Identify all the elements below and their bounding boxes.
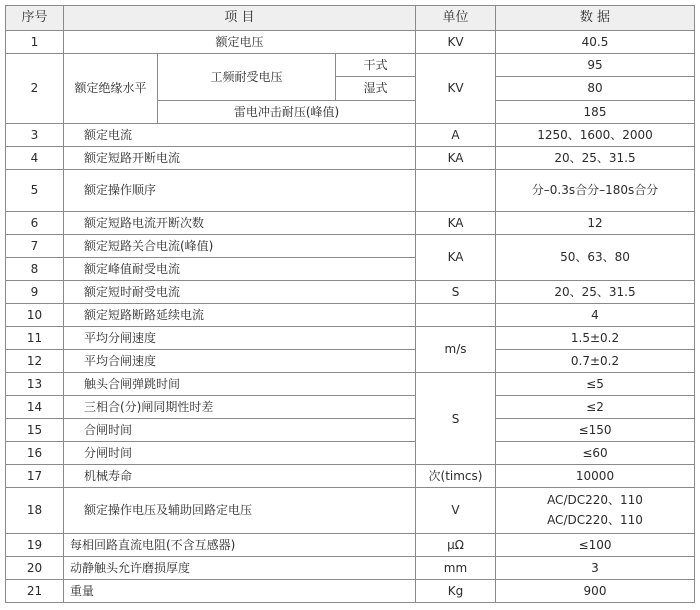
row-no: 12 [6, 349, 64, 372]
row-value: ≤100 [496, 533, 695, 556]
row-value: 0.7±0.2 [496, 349, 695, 372]
row-item: 额定短路开断电流 [64, 146, 416, 169]
row-value: ≤5 [496, 373, 695, 396]
row-no: 2 [6, 54, 64, 123]
table-row [6, 556, 695, 579]
wet-label: 湿式 [336, 77, 416, 100]
wet-value: 80 [496, 77, 695, 100]
row-no: 18 [6, 488, 64, 533]
table-row [6, 419, 695, 442]
row-item: 额定操作顺序 [64, 169, 416, 211]
row-value: 10000 [496, 465, 695, 488]
row-value: 50、63、80 [496, 234, 695, 280]
row-item: 额定短路关合电流(峰值) [64, 234, 416, 257]
row-value: 1250、1600、2000 [496, 123, 695, 146]
insulation-label: 额定绝缘水平 [64, 54, 158, 123]
row-no: 7 [6, 234, 64, 257]
row-item: 额定短路电流开断次数 [64, 211, 416, 234]
row-item: 分闸时间 [64, 442, 416, 465]
row-unit: V [416, 488, 496, 533]
row-no: 9 [6, 280, 64, 303]
table-row [6, 234, 695, 257]
row-unit [416, 169, 496, 211]
row-unit: m/s [416, 326, 496, 372]
row-item: 额定峰值耐受电流 [64, 257, 416, 280]
row-item: 额定电压 [64, 31, 416, 54]
table-row [6, 54, 695, 77]
table-row [6, 326, 695, 349]
row-item: 平均合闸速度 [64, 349, 416, 372]
header-item: 项 目 [64, 6, 416, 31]
row-no: 5 [6, 169, 64, 211]
table-header-row [6, 6, 695, 31]
row-value: 3 [496, 556, 695, 579]
row-no: 3 [6, 123, 64, 146]
row-item: 动静触头允许磨损厚度 [64, 556, 416, 579]
row-item: 合闸时间 [64, 419, 416, 442]
row-no: 21 [6, 579, 64, 602]
row-unit: Kg [416, 579, 496, 602]
row-no: 10 [6, 303, 64, 326]
row-item: 额定短路断路延续电流 [64, 303, 416, 326]
row-item: 额定电流 [64, 123, 416, 146]
voltage-value-a: AC/DC220、110 [547, 493, 643, 508]
row-unit: KA [416, 211, 496, 234]
row-no: 19 [6, 533, 64, 556]
spec-table [5, 5, 695, 603]
row-unit: KA [416, 234, 496, 280]
row-value: 12 [496, 211, 695, 234]
row-no: 6 [6, 211, 64, 234]
row-item: 平均分闸速度 [64, 326, 416, 349]
row-unit: KA [416, 146, 496, 169]
row-unit: KV [416, 54, 496, 123]
table-row [6, 211, 695, 234]
row-value: 20、25、31.5 [496, 280, 695, 303]
table-row [6, 146, 695, 169]
row-value: 1.5±0.2 [496, 326, 695, 349]
header-seq: 序号 [6, 6, 64, 31]
row-unit: S [416, 373, 496, 465]
row-unit: S [416, 280, 496, 303]
row-item: 触头合闸弹跳时间 [64, 373, 416, 396]
row-value: 900 [496, 579, 695, 602]
row-value [496, 488, 695, 533]
row-value: 20、25、31.5 [496, 146, 695, 169]
row-value: ≤150 [496, 419, 695, 442]
table-row [6, 533, 695, 556]
row-item: 重量 [64, 579, 416, 602]
row-value: 40.5 [496, 31, 695, 54]
row-value: 分–0.3s合分–180s合分 [496, 169, 695, 211]
dry-label: 干式 [336, 54, 416, 77]
row-no: 20 [6, 556, 64, 579]
row-item: 机械寿命 [64, 465, 416, 488]
table-row [6, 123, 695, 146]
row-value: ≤2 [496, 396, 695, 419]
row-item: 额定短时耐受电流 [64, 280, 416, 303]
row-unit [416, 303, 496, 326]
row-no: 15 [6, 419, 64, 442]
row-no: 11 [6, 326, 64, 349]
table-row [6, 349, 695, 372]
table-row [6, 579, 695, 602]
row-value: ≤60 [496, 442, 695, 465]
table-row [6, 303, 695, 326]
row-no: 1 [6, 31, 64, 54]
row-unit: A [416, 123, 496, 146]
power-freq-label: 工频耐受电压 [158, 54, 336, 100]
table-row [6, 465, 695, 488]
lightning-label: 雷电冲击耐压(峰值) [158, 100, 416, 123]
table-row [6, 396, 695, 419]
row-no: 13 [6, 373, 64, 396]
row-item: 额定操作电压及辅助回路定电压 [64, 488, 416, 533]
dry-value: 95 [496, 54, 695, 77]
row-unit: KV [416, 31, 496, 54]
row-item: 三相合(分)闸同期性时差 [64, 396, 416, 419]
row-no: 17 [6, 465, 64, 488]
row-unit: mm [416, 556, 496, 579]
row-item: 每相回路直流电阻(不含互感器) [64, 533, 416, 556]
row-unit: μΩ [416, 533, 496, 556]
row-no: 8 [6, 257, 64, 280]
table-row [6, 373, 695, 396]
table-row [6, 31, 695, 54]
table-row [6, 488, 695, 533]
voltage-value-b: AC/DC220、110 [547, 513, 643, 528]
header-unit: 单位 [416, 6, 496, 31]
table-row [6, 442, 695, 465]
row-no: 4 [6, 146, 64, 169]
table-row [6, 169, 695, 211]
table-row [6, 280, 695, 303]
row-value: 4 [496, 303, 695, 326]
lightning-value: 185 [496, 100, 695, 123]
header-data: 数 据 [496, 6, 695, 31]
row-unit: 次(timcs) [416, 465, 496, 488]
row-no: 14 [6, 396, 64, 419]
row-no: 16 [6, 442, 64, 465]
